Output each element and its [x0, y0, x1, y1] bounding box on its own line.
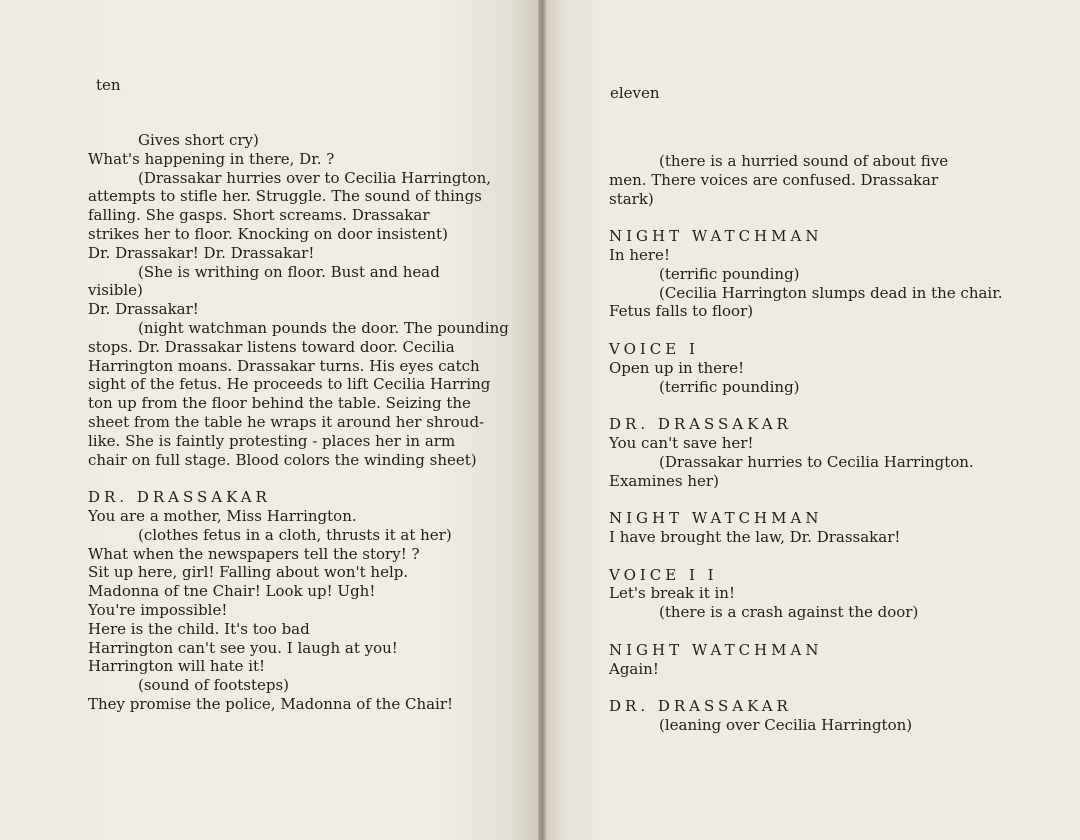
dialogue-line: You're impossible!: [88, 600, 228, 619]
dialogue-line: ton up from the floor behind the table. Seizing the: [88, 394, 471, 413]
page-number: ten: [96, 76, 121, 94]
dialogue-line: falling. She gasps. Short screams. Drassakar: [88, 206, 430, 225]
blank-line: [609, 321, 1079, 340]
dialogue-line: What's happening in there, Dr. ?: [88, 149, 335, 168]
speaker-name: DR. DRASSAKAR: [88, 488, 271, 507]
blank-line: [609, 490, 1079, 509]
stage-direction: (there is a hurried sound of about five: [659, 152, 949, 170]
stage-direction: (sound of footsteps): [138, 676, 290, 695]
script-text: [88, 131, 542, 714]
dialogue-line: Again!: [609, 659, 659, 678]
speaker-name: DR. DRASSAKAR: [609, 697, 792, 716]
dialogue-line: What when the newspapers tell the story! ?: [88, 544, 420, 563]
dialogue-line: In here!: [609, 245, 670, 264]
stage-direction: (terrific pounding): [659, 264, 800, 283]
dialogue-line: Dr. Drassakar!: [88, 300, 199, 319]
dialogue-line: Dr. Drassakar! Dr. Drassakar!: [88, 243, 315, 262]
dialogue-line: sight of the fetus. He proceeds to lift Cecilia Harring: [88, 375, 491, 394]
dialogue-line: Harrington can't see you. I laugh at you!: [88, 638, 398, 657]
stage-direction: (night watchman pounds the door. The pounding: [138, 318, 509, 337]
dialogue-line: Harrington will hate it!: [88, 657, 266, 676]
blank-line: [609, 396, 1079, 415]
dialogue-line: strikes her to floor. Knocking on door insistent): [88, 224, 448, 243]
dialogue-line: men. There voices are confused. Drassakar: [609, 170, 939, 189]
stage-direction: (clothes fetus in a cloth, thrusts it at her): [138, 525, 452, 544]
stage-direction: (Drassakar hurries to Cecilia Harrington.: [659, 452, 974, 471]
dialogue-line: Fetus falls to floor): [609, 302, 754, 321]
dialogue-line: visible): [88, 281, 143, 300]
speaker-name: NIGHT WATCHMAN: [609, 227, 823, 246]
dialogue-line: You can't save her!: [609, 433, 754, 452]
blank-line: [88, 469, 542, 488]
dialogue-line: You are a mother, Miss Harrington.: [88, 506, 357, 525]
speaker-name: VOICE I: [609, 339, 699, 358]
dialogue-line: Madonna of tne Chair! Look up! Ugh!: [88, 582, 376, 601]
dialogue-line: stops. Dr. Drassakar listens toward door. Cecilia: [88, 337, 455, 356]
stage-direction: (terrific pounding): [659, 377, 800, 396]
right-page: [542, 0, 1080, 840]
script-text: [609, 152, 1079, 735]
dialogue-line: like. She is faintly protesting - places her in arm: [88, 431, 456, 450]
dialogue-line: Sit up here, girl! Falling about won't help.: [88, 563, 409, 582]
blank-line: [609, 678, 1079, 697]
book-gutter: [538, 0, 546, 840]
stage-direction: (leaning over Cecilia Harrington): [659, 715, 913, 734]
stage-direction: (She is writhing on floor. Bust and head: [138, 262, 440, 281]
stage-direction: (Cecilia Harrington slumps dead in the chair.: [659, 283, 1003, 302]
speaker-name: VOICE I I: [609, 565, 718, 584]
dialogue-line: Let's break it in!: [609, 584, 735, 603]
dialogue-line: Open up in there!: [609, 358, 745, 377]
dialogue-line: Harrington moans. Drassakar turns. His eyes catch: [88, 356, 480, 375]
dialogue-line: Here is the child. It's too bad: [88, 619, 310, 638]
speaker-name: NIGHT WATCHMAN: [609, 509, 823, 528]
dialogue-line: attempts to stifle her. Struggle. The sound of things: [88, 187, 482, 206]
page-number: eleven: [610, 84, 660, 102]
stage-direction: Gives short cry): [138, 131, 259, 149]
speaker-name: NIGHT WATCHMAN: [609, 640, 823, 659]
speaker-name: DR. DRASSAKAR: [609, 415, 792, 434]
dialogue-line: Examines her): [609, 471, 719, 490]
blank-line: [609, 622, 1079, 641]
stage-direction: (Drassakar hurries over to Cecilia Harrington,: [138, 168, 492, 187]
dialogue-line: chair on full stage. Blood colors the winding sheet): [88, 450, 477, 469]
dialogue-line: They promise the police, Madonna of the Chair!: [88, 694, 454, 713]
blank-line: [609, 208, 1079, 227]
dialogue-line: sheet from the table he wraps it around her shroud-: [88, 412, 485, 431]
dialogue-line: I have brought the law, Dr. Drassakar!: [609, 527, 901, 546]
dialogue-line: stark): [609, 189, 654, 208]
blank-line: [609, 547, 1079, 566]
stage-direction: (there is a crash against the door): [659, 603, 919, 622]
